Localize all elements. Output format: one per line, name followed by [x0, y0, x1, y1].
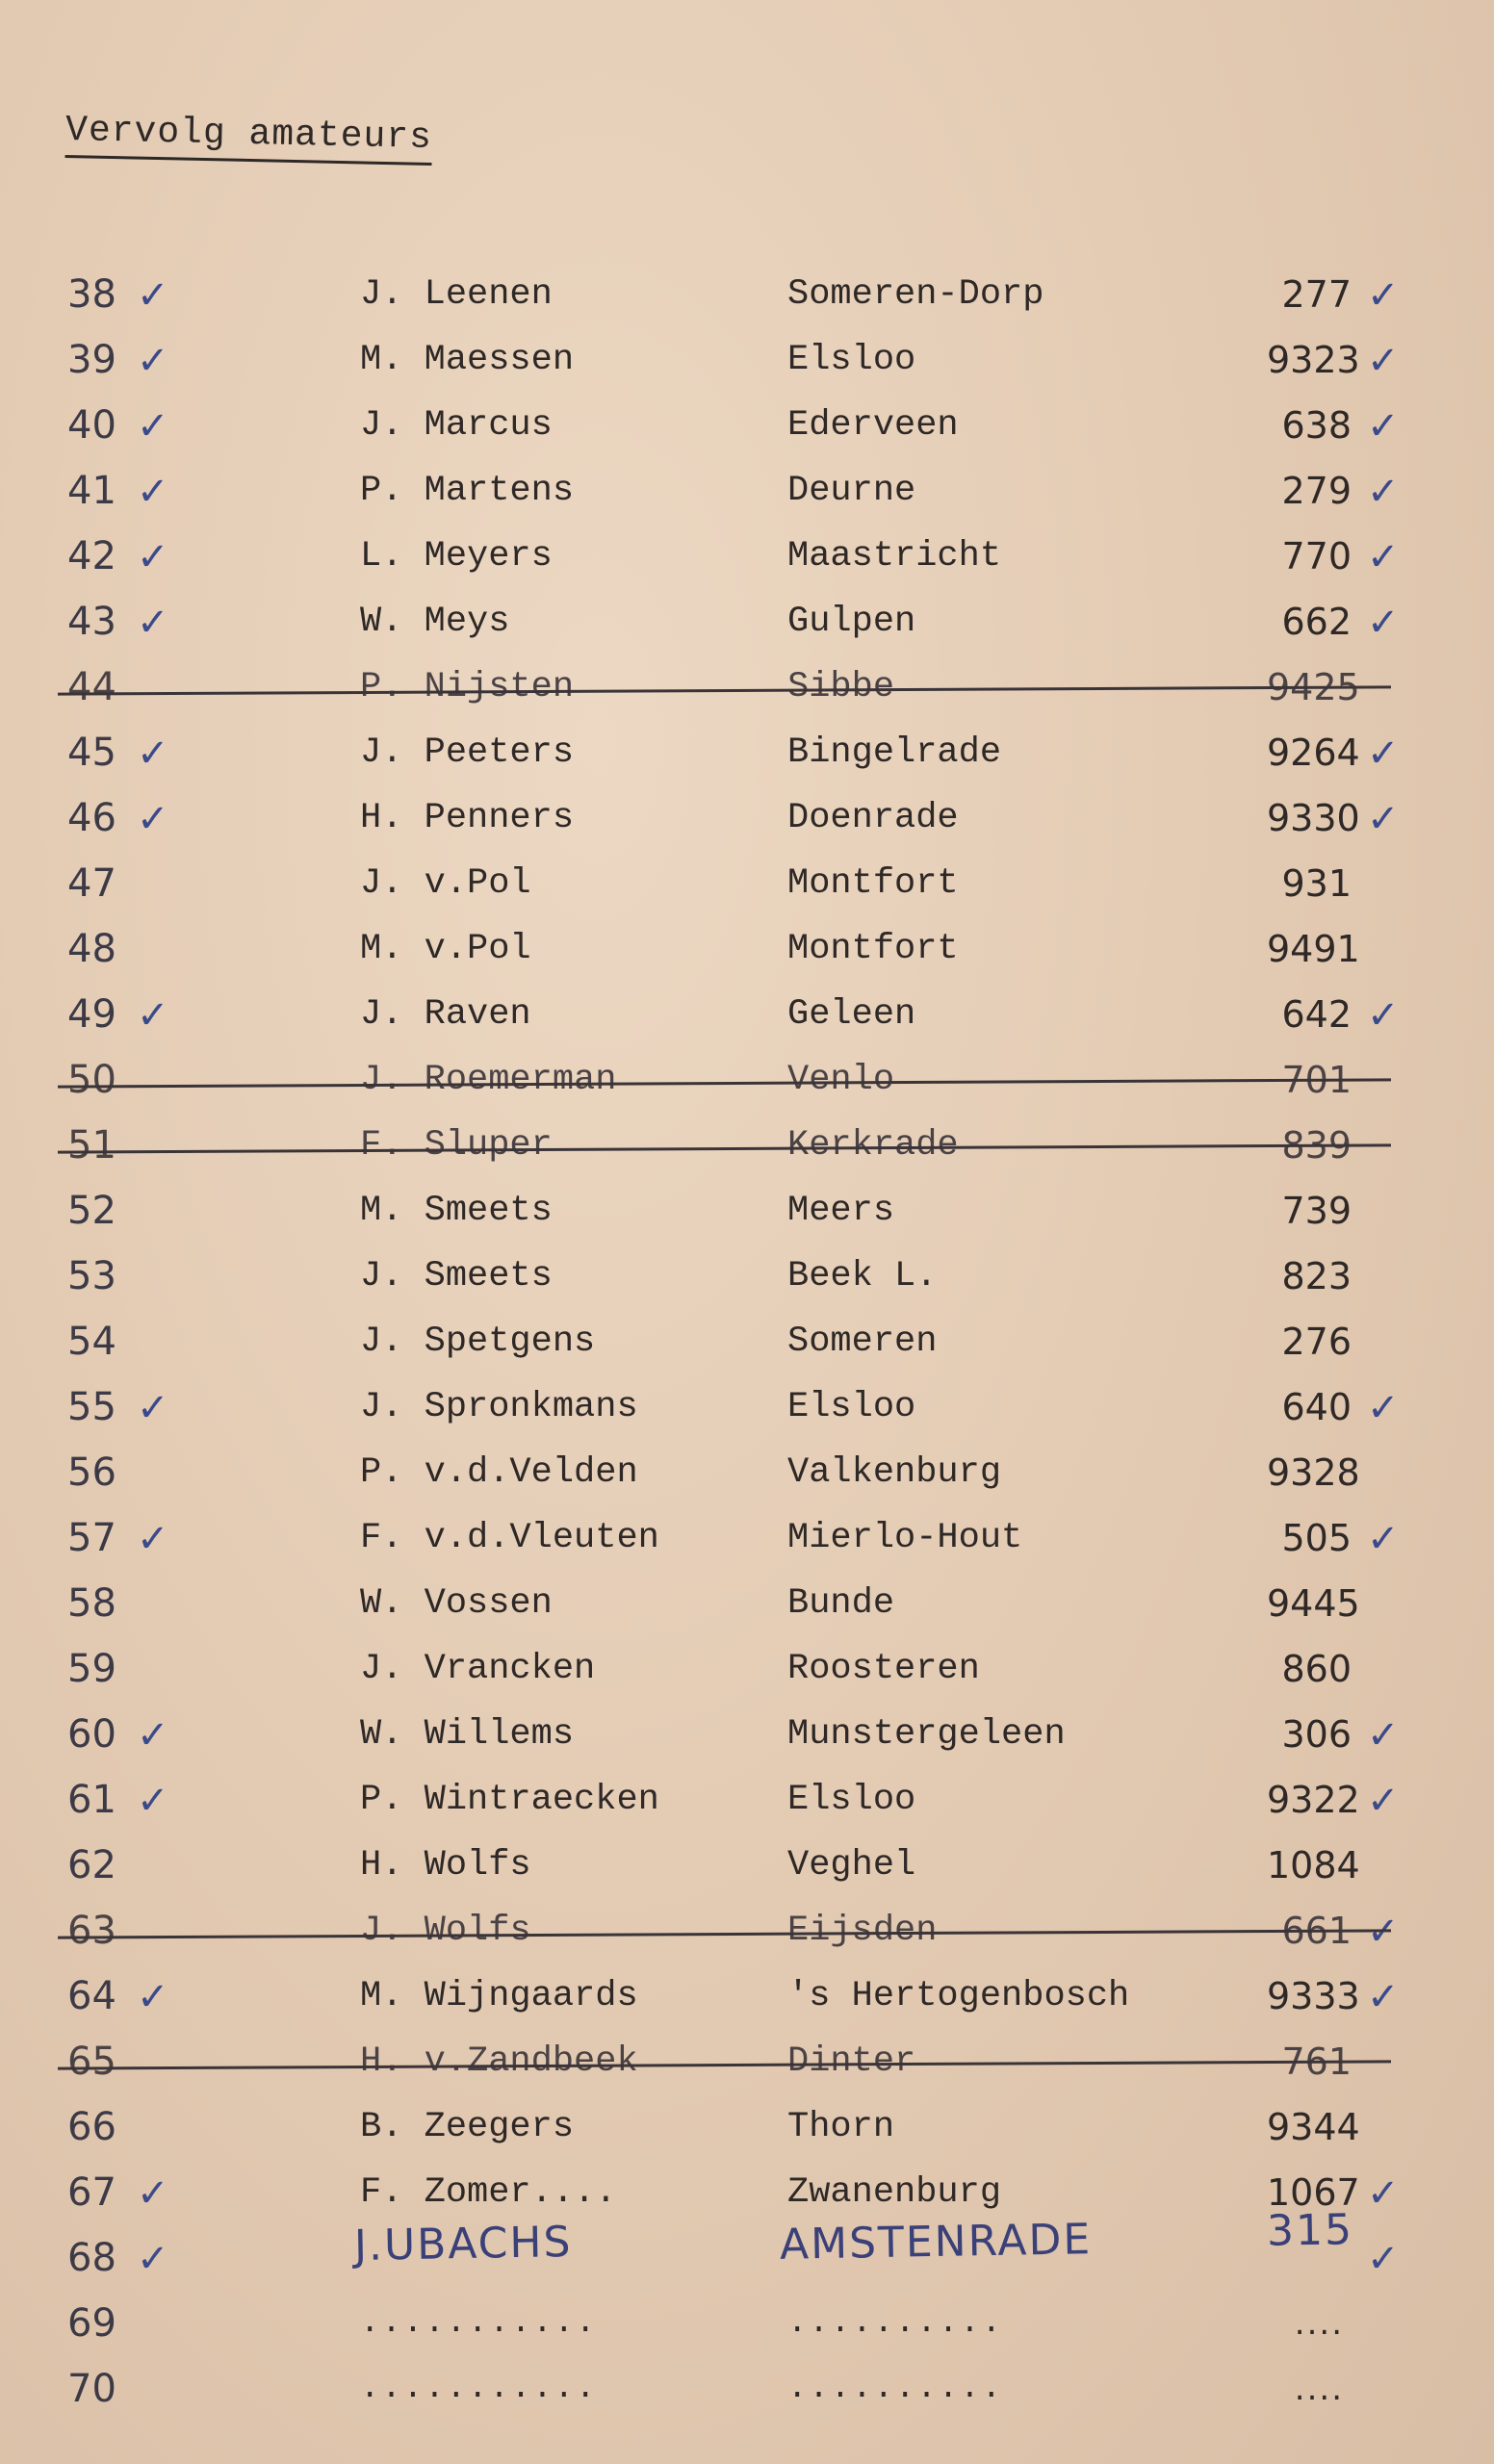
member-name: J. Peeters: [360, 732, 575, 773]
table-row: [0, 1384, 1494, 1450]
check-mark-icon: ✓: [137, 601, 169, 645]
table-row: [0, 2205, 1494, 2300]
table-row: [0, 1515, 1494, 1580]
member-code: 9330: [1267, 797, 1360, 839]
table-row: [0, 1711, 1494, 1777]
row-number: 50: [67, 1058, 116, 1102]
member-code: 638: [1281, 404, 1352, 447]
check-mark-icon: ✓: [137, 1517, 169, 1561]
member-code: 823: [1281, 1255, 1352, 1297]
member-name: M. Smeets: [360, 1191, 553, 1231]
row-number: 58: [67, 1581, 116, 1626]
row-number: 67: [67, 2170, 116, 2215]
table-row: [0, 991, 1494, 1057]
member-name: H. Wolfs: [360, 1845, 531, 1886]
check-mark-icon: ✓: [1367, 1386, 1400, 1430]
check-mark-icon: ✓: [1367, 797, 1400, 841]
member-name: J. Spetgens: [360, 1322, 596, 1362]
row-number: 52: [67, 1189, 116, 1233]
member-name: J. Spronkmans: [360, 1387, 638, 1427]
member-place: Elsloo: [787, 1387, 916, 1427]
member-code: 9328: [1267, 1451, 1360, 1494]
check-mark-icon: ✓: [137, 1779, 169, 1823]
strikethrough-line: [58, 1078, 1391, 1088]
member-place: Zwanenburg: [787, 2172, 1002, 2213]
member-place: Deurne: [787, 471, 916, 511]
table-row: [0, 2366, 1494, 2431]
check-mark-icon: ✓: [1367, 535, 1400, 579]
member-name: P. Martens: [360, 471, 575, 511]
check-mark-icon: ✓: [1367, 601, 1400, 645]
member-place: ..........: [787, 2305, 1004, 2342]
member-code: 701: [1281, 1059, 1352, 1101]
check-mark-icon: ✓: [1367, 1975, 1400, 2019]
member-code: 505: [1281, 1517, 1352, 1559]
check-mark-icon: ✓: [1367, 993, 1400, 1038]
member-code: 770: [1281, 535, 1352, 578]
row-number: 42: [67, 534, 116, 578]
check-mark-icon: ✓: [1367, 1517, 1400, 1561]
table-row: [0, 2104, 1494, 2169]
table-row: [0, 730, 1494, 795]
member-code: 642: [1281, 993, 1352, 1036]
strikethrough-line: [58, 685, 1391, 695]
member-code: 1067: [1267, 2171, 1360, 2214]
table-row: [0, 1908, 1494, 1973]
member-code: 277: [1281, 273, 1352, 316]
row-number: 68: [67, 2236, 116, 2280]
check-mark-icon: ✓: [137, 2171, 169, 2216]
member-code: 306: [1281, 1713, 1352, 1756]
member-place: 's Hertogenbosch: [787, 1976, 1130, 2016]
row-number: 57: [67, 1516, 116, 1560]
member-name: M. Wijngaards: [360, 1976, 638, 2016]
table-row: [0, 1122, 1494, 1188]
member-name: F. v.d.Vleuten: [360, 1518, 659, 1558]
member-place: Bunde: [787, 1583, 895, 1624]
member-name: L. Meyers: [360, 536, 553, 577]
table-row: [0, 1319, 1494, 1384]
row-number: 46: [67, 796, 116, 840]
member-code: 279: [1281, 470, 1352, 512]
table-row: [0, 337, 1494, 402]
row-number: 45: [67, 731, 116, 775]
member-code: 9323: [1267, 339, 1360, 381]
strikethrough-line: [58, 2060, 1391, 2069]
row-number: 53: [67, 1254, 116, 1298]
row-number: 55: [67, 1385, 116, 1429]
member-place: Thorn: [787, 2107, 895, 2147]
table-row: [0, 795, 1494, 860]
row-number: 70: [67, 2367, 116, 2411]
row-number: 59: [67, 1647, 116, 1691]
row-number: 39: [67, 338, 116, 382]
check-mark-icon: ✓: [1367, 404, 1400, 449]
check-mark-icon: ✓: [1367, 732, 1400, 776]
member-name: W. Meys: [360, 602, 510, 642]
check-mark-icon: ✓: [137, 339, 169, 383]
member-place: AMSTENRADE: [779, 2215, 1093, 2270]
member-place: Montfort: [787, 929, 959, 969]
row-number: 51: [67, 1123, 116, 1168]
member-place: Someren-Dorp: [787, 274, 1044, 315]
row-number: 49: [67, 992, 116, 1037]
member-place: Ederveen: [787, 405, 959, 446]
member-place: Maastricht: [787, 536, 1002, 577]
table-row: [0, 1777, 1494, 1842]
member-place: Roosteren: [787, 1649, 980, 1689]
member-code: 9333: [1267, 1975, 1360, 2017]
member-name: F. Sluper: [360, 1125, 553, 1166]
member-code: 739: [1281, 1190, 1352, 1232]
member-place: Munstergeleen: [787, 1714, 1066, 1755]
member-code: 662: [1281, 601, 1352, 643]
member-name: P. v.d.Velden: [360, 1452, 638, 1493]
member-code: 9264: [1267, 732, 1360, 774]
strikethrough-line: [58, 1929, 1391, 1938]
check-mark-icon: ✓: [1367, 273, 1400, 318]
member-code: 9445: [1267, 1582, 1360, 1625]
member-name: F. Zomer....: [360, 2172, 617, 2213]
row-number: 56: [67, 1450, 116, 1495]
member-code: 640: [1281, 1386, 1352, 1428]
row-number: 41: [67, 469, 116, 513]
table-row: [0, 402, 1494, 468]
row-number: 48: [67, 927, 116, 971]
member-place: Eijsden: [787, 1911, 938, 1951]
member-place: Venlo: [787, 1060, 895, 1100]
member-place: Meers: [787, 1191, 895, 1231]
member-place: Elsloo: [787, 340, 916, 380]
member-place: Valkenburg: [787, 1452, 1002, 1493]
table-row: [0, 2300, 1494, 2366]
member-name: ...........: [360, 2305, 598, 2342]
member-name: J. Marcus: [360, 405, 553, 446]
row-number: 66: [67, 2105, 116, 2149]
row-number: 40: [67, 403, 116, 448]
row-number: 47: [67, 861, 116, 906]
check-mark-icon: ✓: [137, 2237, 169, 2281]
member-code: 315: [1266, 2205, 1354, 2256]
table-row: [0, 1973, 1494, 2039]
check-mark-icon: ✓: [1367, 2171, 1400, 2216]
table-row: [0, 664, 1494, 730]
check-mark-icon: ✓: [1367, 1713, 1400, 1758]
member-place: Elsloo: [787, 1780, 916, 1820]
member-code: 1084: [1267, 1844, 1360, 1886]
row-number: 38: [67, 272, 116, 317]
check-mark-icon: ✓: [137, 535, 169, 579]
member-name: ...........: [360, 2371, 598, 2407]
check-mark-icon: ✓: [137, 993, 169, 1038]
member-code: ....: [1294, 2304, 1344, 2343]
member-name: J. Smeets: [360, 1256, 553, 1296]
member-place: Someren: [787, 1322, 938, 1362]
row-number: 63: [67, 1909, 116, 1953]
table-row: [0, 599, 1494, 664]
row-number: 44: [67, 665, 116, 709]
member-name: W. Vossen: [360, 1583, 553, 1624]
member-code: 839: [1281, 1124, 1352, 1167]
member-name: J. Raven: [360, 994, 531, 1035]
check-mark-icon: ✓: [137, 404, 169, 449]
member-name: P. Wintraecken: [360, 1780, 659, 1820]
table-row: [0, 271, 1494, 337]
check-mark-icon: ✓: [137, 470, 169, 514]
row-number: 62: [67, 1843, 116, 1887]
table-row: [0, 468, 1494, 533]
member-name: H. v.Zandbeek: [360, 2041, 638, 2082]
table-row: [0, 1450, 1494, 1515]
table-row: [0, 1057, 1494, 1122]
check-mark-icon: ✓: [137, 1386, 169, 1430]
member-code: 9425: [1267, 666, 1360, 708]
check-mark-icon: ✓: [137, 273, 169, 318]
check-mark-icon: ✓: [1367, 2237, 1400, 2281]
member-place: ..........: [787, 2371, 1004, 2407]
table-row: [0, 1188, 1494, 1253]
member-code: 761: [1281, 2040, 1352, 2083]
row-number: 60: [67, 1712, 116, 1757]
check-mark-icon: ✓: [137, 732, 169, 776]
row-number: 54: [67, 1320, 116, 1364]
row-number: 69: [67, 2301, 116, 2346]
check-mark-icon: ✓: [1367, 1779, 1400, 1823]
table-row: [0, 533, 1494, 599]
table-row: [0, 926, 1494, 991]
table-row: [0, 1646, 1494, 1711]
row-number: 61: [67, 1778, 116, 1822]
member-place: Veghel: [787, 1845, 916, 1886]
member-name: M. v.Pol: [360, 929, 531, 969]
member-code: ....: [1294, 2370, 1344, 2408]
member-name: M. Maessen: [360, 340, 575, 380]
table-row: [0, 860, 1494, 926]
member-place: Bingelrade: [787, 732, 1002, 773]
table-row: [0, 2039, 1494, 2104]
row-number: 65: [67, 2040, 116, 2084]
member-code: 9322: [1267, 1779, 1360, 1821]
member-place: Kerkrade: [787, 1125, 959, 1166]
row-number: 43: [67, 600, 116, 644]
member-name: B. Zeegers: [360, 2107, 575, 2147]
table-row: [0, 1580, 1494, 1646]
check-mark-icon: ✓: [1367, 1910, 1400, 1954]
member-place: Beek L.: [787, 1256, 938, 1296]
member-place: Gulpen: [787, 602, 916, 642]
member-place: Mierlo-Hout: [787, 1518, 1023, 1558]
member-place: Sibbe: [787, 667, 895, 707]
page-title: Vervolg amateurs: [65, 110, 433, 166]
member-place: Montfort: [787, 863, 959, 904]
table-row: [0, 1842, 1494, 1908]
member-name: J. Vrancken: [360, 1649, 596, 1689]
member-name: J.UBACHS: [353, 2218, 573, 2271]
member-name: W. Willems: [360, 1714, 575, 1755]
member-code: 860: [1281, 1648, 1352, 1690]
member-place: Doenrade: [787, 798, 959, 838]
member-code: 9344: [1267, 2106, 1360, 2148]
check-mark-icon: ✓: [137, 1713, 169, 1758]
member-name: J. v.Pol: [360, 863, 531, 904]
member-code: 9491: [1267, 928, 1360, 970]
member-name: H. Penners: [360, 798, 575, 838]
row-number: 64: [67, 1974, 116, 2018]
member-code: 931: [1281, 862, 1352, 905]
member-place: Dinter: [787, 2041, 916, 2082]
check-mark-icon: ✓: [137, 797, 169, 841]
member-code: 276: [1281, 1321, 1352, 1363]
member-name: J. Leenen: [360, 274, 553, 315]
member-name: J. Wolfs: [360, 1911, 531, 1951]
member-name: P. Nijsten: [360, 667, 575, 707]
member-name: J. Roemerman: [360, 1060, 617, 1100]
member-place: Geleen: [787, 994, 916, 1035]
check-mark-icon: ✓: [137, 1975, 169, 2019]
strikethrough-line: [58, 1143, 1391, 1153]
member-code: 661: [1281, 1910, 1352, 1952]
table-row: [0, 1253, 1494, 1319]
check-mark-icon: ✓: [1367, 339, 1400, 383]
check-mark-icon: ✓: [1367, 470, 1400, 514]
